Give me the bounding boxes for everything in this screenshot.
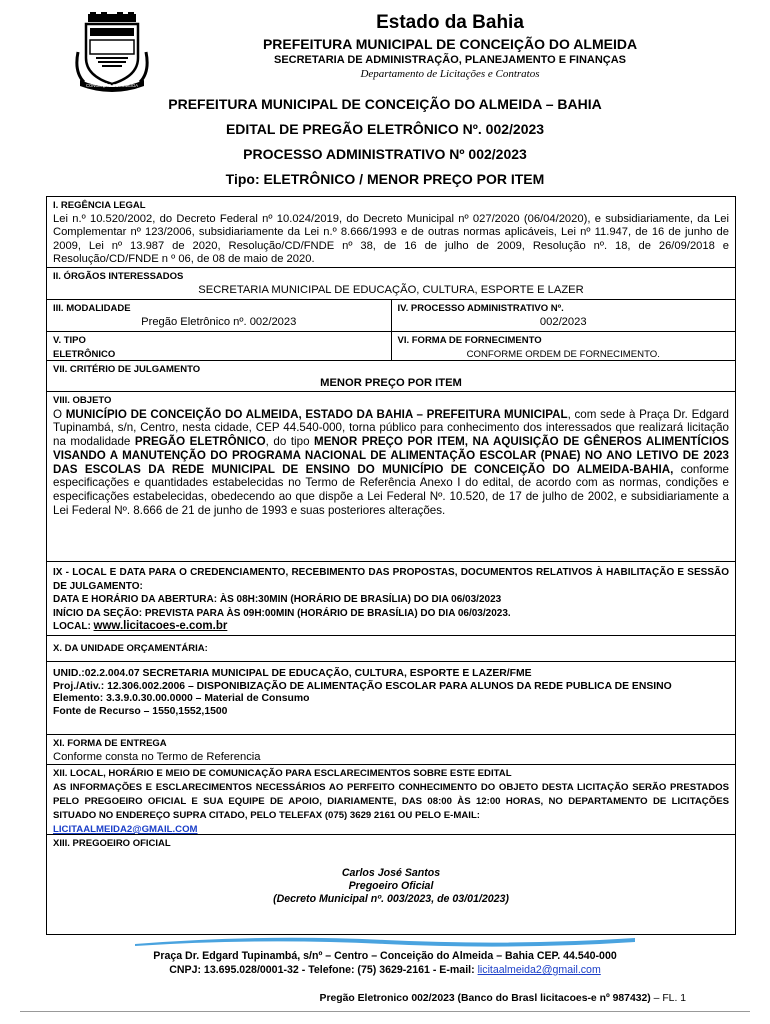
section-type	[47, 332, 392, 360]
section-text: MENOR PREÇO POR ITEM	[320, 376, 462, 389]
section-text: CONFORME ORDEM DE FORNECIMENTO.	[466, 348, 660, 360]
section-label: VII. CRITÉRIO DE JULGAMENTO	[53, 364, 201, 375]
object-bold: MUNICÍPIO DE CONCEIÇÃO DO ALMEIDA, ESTADO DA BAHIA – PREFEITURA MUNICIPAL	[65, 407, 568, 421]
footer-email-link[interactable]: licitaalmeida2@gmail.com	[477, 964, 601, 976]
object-bold: PREGÃO ELETRÔNICO	[134, 435, 266, 449]
section-label: VI. FORMA DE FORNECIMENTO	[397, 335, 542, 346]
section-contact	[47, 765, 735, 835]
footer-address: Praça Dr. Edgard Tupinambá, s/nº – Centro – Conceição do Almeida – Bahia CEP. 44.540-000	[153, 950, 617, 962]
section-label: I. REGÊNCIA LEGAL	[53, 200, 146, 211]
section-label: III. MODALIDADE	[53, 303, 131, 314]
department-heading: Departamento de Licitações e Contratos	[360, 68, 540, 80]
section-text: Pregão Eletrônico nº. 002/2023	[141, 315, 297, 328]
section-object	[47, 392, 735, 562]
official-decree: (Decreto Municipal nº. 003/2023, de 03/01/2023)	[273, 892, 509, 905]
row-modality-process	[47, 300, 735, 332]
section-label: XII. LOCAL, HORÁRIO E MEIO DE COMUNICAÇÃO PARA ESCLARECIMENTOS SOBRE ESTE EDITAL	[53, 768, 512, 779]
state-heading: Estado da Bahia	[376, 12, 524, 33]
edital-summary-table	[46, 196, 736, 935]
section-budget-header	[47, 636, 735, 662]
official-role: Pregoeiro Oficial	[348, 879, 434, 892]
row-type-supply	[47, 332, 735, 361]
budget-source: Fonte de Recurso – 1550,1552,1500	[53, 705, 228, 717]
page-number: – FL. 1	[650, 993, 686, 1004]
budget-unit: UNID.:02.2.004.07 SECRETARIA MUNICIPAL DE EDUCAÇÃO, CULTURA, ESPORTE E LAZER/FME	[53, 668, 532, 679]
section-text: 002/2023	[539, 315, 587, 328]
object-text: conforme especificações e quantidades estabelecidas no Termo de Referência Anexo I do edital, de acordo com as normas, condições e especificações estabelecidas, obedecendo ao que dispõe a Lei Federal Nº. 10.520, de 17 de julho de 2002, e subsidiariamente a Lei Federal Nº. 8.666 de 21 de junho de 1993 e suas posteriores alterações.	[53, 462, 729, 517]
footer-divider	[20, 1011, 750, 1012]
section-label: XI. FORMA DE ENTREGA	[53, 738, 167, 749]
section-criteria	[47, 361, 735, 392]
section-label: IX - LOCAL E DATA PARA O CREDENCIAMENTO, RECEBIMENTO DAS PROPOSTAS, DOCUMENTOS RELATIVOS À HABILITAÇÃO E SESSÃO DE JULGAMENTO:	[53, 567, 729, 592]
contact-text: AS INFORMAÇÕES E ESCLARECIMENTOS NECESSÁRIOS AO PERFEITO CONHECIMENTO DO OBJETO DESTA LICITAÇÃO SERÃO PRESTADOS PELO PREGOEIRO OFICIAL E SUA EQUIPE DE APOIO, DIARIAMENTE, DAS 08:00 ÀS 12:00 HORAS, NO DEPARTAMENTO DE LICITAÇÕES SITUADO NO ENDEREÇO SUPRA CITADO, PELO TELEFAX (075) 3629 2161 OU PELO E-MAIL:	[53, 782, 729, 821]
official-name: Carlos José Santos	[341, 866, 441, 879]
secretariat-heading: SECRETARIA DE ADMINISTRAÇÃO, PLANEJAMENTO E FINANÇAS	[273, 54, 627, 66]
municipal-crest-icon	[74, 12, 150, 92]
section-delivery	[47, 735, 735, 765]
doc-title-2: EDITAL DE PREGÃO ELETRÔNICO Nº. 002/2023	[225, 121, 545, 137]
object-text: , do tipo	[265, 435, 315, 449]
footer-contact-text: CNPJ: 13.695.028/0001-32 - Telefone: (75) 3629-2161 - E-mail:	[169, 964, 478, 976]
session-opening: DATA E HORÁRIO DA ABERTURA: ÀS 08H:30MIN (HORÁRIO DE BRASÍLIA) DO DIA 06/03/2023	[53, 594, 502, 605]
section-modality	[47, 300, 392, 331]
budget-element: Elemento: 3.3.9.0.30.00.0000 – Material de Consumo	[53, 693, 310, 705]
crest-banner-text: CONCEIÇÃO DO ALMEIDA	[85, 83, 139, 88]
footer-contact	[0, 964, 770, 976]
section-label: VIII. OBJETO	[53, 395, 112, 406]
object-text: , com sede à Praça Dr. Edgard Tupinambá, s/n, Centro, nesta cidade, CEP 44.540-000, torna público para conhecimento dos interessados que realizará licitação na modalidade	[53, 407, 729, 449]
doc-title-1: PREFEITURA MUNICIPAL DE CONCEIÇÃO DO ALMEIDA – BAHIA	[168, 96, 602, 112]
section-official	[47, 835, 735, 934]
session-local-label: LOCAL:	[53, 621, 94, 632]
doc-title-4: Tipo: ELETRÔNICO / MENOR PREÇO POR ITEM	[225, 171, 545, 187]
section-text: Conforme consta no Termo de Referencia	[53, 750, 261, 763]
footer-wave-decoration	[135, 934, 635, 948]
section-budget	[47, 662, 735, 735]
licitacoes-link[interactable]: www.licitacoes-e.com.br	[93, 620, 228, 632]
page-footer-bold: Pregão Eletronico 002/2023 (Banco do Brasl licitacoes-e nº 987432)	[319, 993, 651, 1004]
section-label: V. TIPO	[53, 335, 86, 346]
section-label: IV. PROCESSO ADMINISTRATIVO Nº.	[397, 303, 564, 314]
section-label: XIII. PREGOEIRO OFICIAL	[53, 838, 171, 849]
section-text: SECRETARIA MUNICIPAL DE EDUCAÇÃO, CULTURA, ESPORTE E LAZER	[198, 283, 584, 296]
section-text: Lei n.º 10.520/2002, do Decreto Federal nº 10.024/2019, do Decreto Municipal nº 027/2020 (06/04/2020), e subsidiariamente, da Lei Complementar nº 123/2006, subsidiariamente da Lei n.º 8.666/1993 e de outras normas aplicáveis, Lei nº 11.947, de 16 de junho de 2009, Lei nº 13.987 de 2020, Resolução/CD/FNDE nº 38, de 16 de julho de 2009, Resolução nº. 18, de 26/09/2018 e Resolução/CD/FNDE n º 06, de 08 de maio de 2020.	[53, 212, 729, 265]
page-footer-label	[320, 993, 686, 1004]
object-text: O	[53, 407, 66, 421]
section-label: X. DA UNIDADE ORÇAMENTÁRIA:	[53, 643, 208, 654]
session-start: INÍCIO DA SEÇÃO: PREVISTA PARA ÀS 09H:00MIN (HORÁRIO DE BRASÍLIA) DO DIA 06/03/2023.	[53, 607, 511, 619]
section-process	[392, 300, 736, 331]
section-session	[47, 562, 735, 636]
section-label: II. ÓRGÃOS INTERESSADOS	[53, 271, 184, 282]
city-hall-heading: PREFEITURA MUNICIPAL DE CONCEIÇÃO DO ALMEIDA	[262, 36, 638, 52]
section-text: ELETRÔNICO	[53, 348, 116, 360]
budget-project: Proj./Ativ.: 12.306.002.2006 – DISPONIBIZAÇÃO DE ALIMENTAÇÃO ESCOLAR PARA ALUNOS DA REDE PUBLICA DE ENSINO	[53, 680, 672, 692]
section-agencies	[47, 268, 735, 300]
section-supply	[392, 332, 736, 360]
section-legal	[47, 197, 735, 268]
object-bold: MENOR PREÇO POR ITEM, NA AQUISIÇÃO DE GÊNEROS ALIMENTÍCIOS VISANDO A MANUTENÇÃO DO PROGRAMA NACIONAL DE ALIMENTAÇÃO ESCOLAR (PNAE) NO ANO LETIVO DE 2023 DAS ESCOLAS DA REDE MUNICIPAL DE ENSINO DO MUNICÍPIO DE CONCEIÇÃO DO ALMEIDA-BAHIA,	[53, 435, 729, 476]
doc-title-3: PROCESSO ADMINISTRATIVO Nº 002/2023	[243, 146, 527, 162]
contact-email-link[interactable]: LICITAALMEIDA2@GMAIL.COM	[53, 824, 198, 835]
